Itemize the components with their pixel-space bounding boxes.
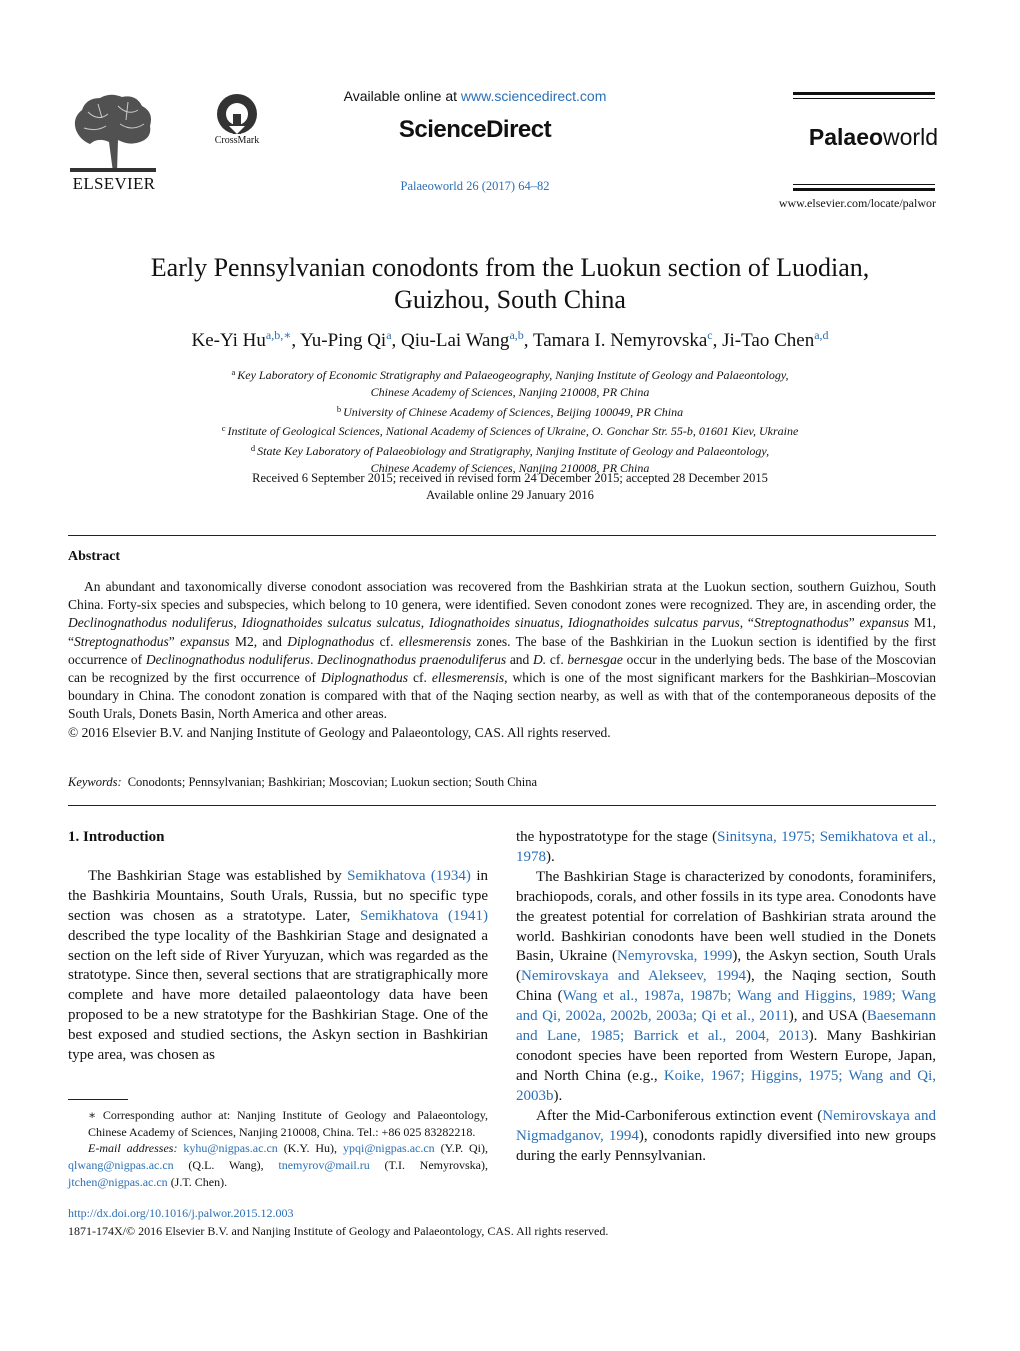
email-addresses bbox=[68, 1140, 488, 1190]
email-owner: (J.T. Chen). bbox=[167, 1174, 228, 1189]
received-dates: Received 6 September 2015; received in revised form 24 December 2015; accepted 28 December 2015 bbox=[252, 471, 768, 485]
publisher-name: ELSEVIER bbox=[72, 174, 156, 193]
elsevier-tree-logo bbox=[68, 92, 158, 174]
author-separator: , bbox=[391, 330, 402, 351]
author-separator: , bbox=[712, 330, 723, 351]
text-run: , bbox=[559, 615, 569, 631]
italic-term: Streptognathodus bbox=[74, 633, 169, 649]
keywords bbox=[68, 775, 537, 790]
citation-link[interactable]: Koike, 1967; Higgins, 1975; Wang and Qi, 2003b bbox=[516, 1067, 937, 1104]
email-owner: (Y.P. Qi), bbox=[434, 1141, 488, 1156]
title-line-2: Guizhou, South China bbox=[394, 285, 626, 314]
author-list bbox=[60, 328, 960, 352]
text-run: ), the Askyn section, South Urals ( bbox=[516, 948, 936, 985]
affiliation-mark: b bbox=[336, 403, 342, 414]
sciencedirect-link[interactable]: www.sciencedirect.com bbox=[460, 88, 607, 104]
text-run: ). Many Bashkirian conodont species have been reported from Western Europe, Japan, and North China (e.g., bbox=[516, 1028, 936, 1084]
affiliation bbox=[60, 364, 960, 384]
text-run: cf. bbox=[407, 670, 432, 686]
italic-term: Idiognathoides sulcatus parvus bbox=[568, 615, 740, 631]
italic-term: Declinognathodus noduliferus bbox=[145, 651, 311, 667]
affiliation-list bbox=[60, 364, 960, 477]
italic-term: Idiognathoides sinuatus bbox=[428, 615, 560, 631]
italic-term: Diplognathodus bbox=[320, 670, 408, 686]
affiliation-text-cont: Chinese Academy of Sciences, Nanjing 210008, PR China bbox=[370, 384, 650, 399]
author-name[interactable]: Tamara I. Nemyrovska bbox=[532, 330, 708, 351]
citation-link[interactable]: Semikhatova (1941) bbox=[360, 907, 488, 924]
author-affiliation-mark[interactable]: a,d bbox=[814, 328, 829, 342]
text-run: After the Mid-Carboniferous extinction event ( bbox=[536, 1107, 823, 1124]
email-link[interactable]: ypqi@nigpas.ac.cn bbox=[342, 1141, 435, 1156]
journal-rule-bottom-thin bbox=[793, 184, 935, 185]
email-owner: (K.Y. Hu), bbox=[277, 1141, 343, 1156]
text-run: The Bashkirian Stage was established by bbox=[88, 867, 348, 884]
citation-link[interactable]: Semikhatova (1934) bbox=[347, 867, 471, 884]
journal-logo-light: world bbox=[883, 124, 938, 150]
text-run: cf. bbox=[374, 633, 399, 649]
author-affiliation-mark[interactable]: a bbox=[386, 328, 392, 342]
text-run: , which is one of the most significant markers for the Bashkirian–Moscovian boundary in China. The conodont zonation is compared with that of the Naqing section nearby, as well as with that of the contemporaneous deposits of the South Urals, Donets Basin, North America and other areas. bbox=[68, 670, 936, 722]
text-run: cf. bbox=[546, 651, 568, 667]
text-run: , bbox=[233, 615, 242, 631]
italic-term: bernesgae bbox=[567, 651, 623, 667]
email-link[interactable]: jtchen@nigpas.ac.cn bbox=[68, 1174, 168, 1189]
italic-term: Declinognathodus noduliferus bbox=[68, 615, 234, 631]
journal-rule-top-thin bbox=[793, 98, 935, 99]
text-run: ). bbox=[553, 1087, 563, 1104]
text-run: ), the Naqing section, South China ( bbox=[516, 968, 936, 1005]
email-link[interactable]: qlwang@nigpas.ac.cn bbox=[68, 1158, 174, 1173]
text-run: M1, “ bbox=[68, 615, 937, 649]
citation-link[interactable]: Nemyrovska, 1999 bbox=[617, 948, 733, 965]
sciencedirect-logo[interactable]: ScienceDirect bbox=[398, 116, 552, 143]
italic-term: ellesmerensis bbox=[398, 633, 472, 649]
footer-copyright: 1871-174X/© 2016 Elsevier B.V. and Nanjing Institute of Geology and Palaeontology, CAS. All rights reserved. bbox=[68, 1224, 609, 1238]
footnotes bbox=[68, 1107, 488, 1191]
title-line-1: Early Pennsylvanian conodonts from the Luokun section of Luodian, bbox=[150, 253, 870, 282]
affiliation-mark: d bbox=[250, 443, 256, 454]
italic-term: ellesmerensis bbox=[431, 670, 505, 686]
italic-term: Streptognathodus bbox=[753, 615, 849, 631]
affiliation-text: Institute of Geological Sciences, National Academy of Sciences of Ukraine, O. Gonchar Str. 55-b, 01601 Kiev, Ukraine bbox=[227, 424, 799, 439]
text-run: ). bbox=[546, 848, 555, 865]
footnote-rule bbox=[68, 1099, 128, 1100]
keywords-text: Conodonts; Pennsylvanian; Bashkirian; Moscovian; Luokun section; South China bbox=[127, 775, 538, 789]
text-run: , bbox=[420, 615, 429, 631]
corresponding-text: Corresponding author at: Nanjing Institute of Geology and Palaeontology, Chinese Academy of Sciences, Nanjing 210008, China. Tel.: +86 025 83282218. bbox=[88, 1108, 488, 1139]
author-affiliation-mark[interactable]: a,b bbox=[509, 328, 524, 342]
text-run: , “ bbox=[739, 615, 754, 631]
author-name[interactable]: Yu-Ping Qi bbox=[300, 330, 387, 351]
affiliation-mark: c bbox=[221, 423, 226, 434]
left-column bbox=[68, 828, 488, 1066]
author-affiliation-mark[interactable]: a,b,∗ bbox=[265, 328, 292, 342]
article-title bbox=[60, 252, 960, 316]
email-owner: (Q.L. Wang), bbox=[173, 1158, 279, 1173]
affiliation-text-cont: Chinese Academy of Sciences, Nanjing 210008, PR China bbox=[370, 460, 650, 475]
right-column bbox=[516, 828, 936, 1166]
available-online bbox=[300, 88, 650, 104]
corresponding-author-note bbox=[68, 1107, 488, 1140]
journal-reference[interactable]: Palaeoworld 26 (2017) 64–82 bbox=[400, 179, 550, 193]
author-separator: , bbox=[523, 330, 533, 351]
citation-link[interactable]: Nemirovskaya and Alekseev, 1994 bbox=[521, 968, 747, 985]
keywords-label: Keywords: bbox=[68, 775, 122, 789]
italic-term: expansus bbox=[180, 633, 230, 649]
author-separator: , bbox=[291, 330, 301, 351]
email-link[interactable]: kyhu@nigpas.ac.cn bbox=[183, 1141, 278, 1156]
citation-link[interactable]: Baesemann and Lane, 1985; Barrick et al., 2004, 2013 bbox=[516, 1008, 937, 1045]
text-run: The Bashkirian Stage is characterized by conodonts, foraminifers, brachiopods, corals, and other fossils in its type area. Conodonts have the greatest potential for correlation of Bashkirian strata around the world. Bashkirian conodonts have been well studied in the Donets Basin, Ukraine ( bbox=[516, 868, 936, 965]
intro-paragraph-2 bbox=[516, 868, 936, 1107]
journal-url[interactable]: www.elsevier.com/locate/palwor bbox=[778, 196, 936, 210]
abstract-rule-top bbox=[68, 535, 936, 536]
abstract-heading: Abstract bbox=[68, 549, 121, 564]
text-run: occur in the underlying beds. The base of the Moscovian can be recognized by the first occurrence of bbox=[68, 651, 936, 686]
author-name[interactable]: Ji-Tao Chen bbox=[722, 330, 815, 351]
intro-paragraph-1-cont bbox=[516, 828, 936, 868]
journal-logo bbox=[790, 124, 938, 151]
email-link[interactable]: tnemyrov@mail.ru bbox=[278, 1158, 370, 1173]
italic-term: Diplognathodus bbox=[287, 633, 375, 649]
keywords-rule bbox=[68, 805, 936, 806]
section-heading-introduction: 1. Introduction bbox=[68, 829, 165, 845]
affiliation-text: University of Chinese Academy of Sciences, Beijing 100049, PR China bbox=[343, 404, 684, 419]
email-label: E-mail addresses: bbox=[88, 1141, 184, 1156]
text-run: in the Bashkiria Mountains, South Urals, Russia, but no specific type section was chosen as a stratotype. Later, bbox=[68, 867, 488, 924]
abstract-text bbox=[68, 578, 936, 724]
italic-term: expansus bbox=[859, 615, 910, 631]
text-run: ” bbox=[848, 615, 860, 631]
author-affiliation-mark[interactable]: c bbox=[707, 328, 713, 342]
author-name[interactable]: Ke-Yi Hu bbox=[191, 330, 266, 351]
email-owner: (T.I. Nemyrovska), bbox=[369, 1158, 488, 1173]
italic-term: D. bbox=[533, 651, 547, 667]
text-run: An abundant and taxonomically diverse conodont association was recovered from the Bashkirian strata at the Luokun section, southern Guizhou, South China. Forty-six species and subspecies, which belong to 10 genera, were identified. Seven conodont zones were recognized. They are, in ascending order, the bbox=[68, 579, 936, 613]
affiliation-text: Key Laboratory of Economic Stratigraphy and Palaeogeography, Nanjing Institute of Geology and Palaeontology, bbox=[237, 368, 789, 382]
affiliation bbox=[60, 420, 960, 440]
available-prefix: Available online at bbox=[343, 88, 461, 104]
text-run: the hypostratotype for the stage ( bbox=[516, 829, 718, 845]
online-date: Available online 29 January 2016 bbox=[426, 487, 594, 502]
text-run: and bbox=[506, 651, 534, 667]
intro-paragraph-3 bbox=[516, 1107, 936, 1167]
abstract-copyright: © 2016 Elsevier B.V. and Nanjing Institute of Geology and Palaeontology, CAS. All rights reserved. bbox=[68, 724, 611, 740]
abstract-body bbox=[68, 578, 936, 742]
text-run: ” bbox=[168, 633, 181, 649]
affiliation bbox=[60, 401, 960, 421]
affiliation-mark: a bbox=[231, 367, 236, 377]
text-run: described the type locality of the Bashkirian Stage and designated a section on the left side of River Yuryuzan, which was regarded as the stratotype. Since then, several sections that are stratigraphically more complete and have more detailed palaeontology data have been proposed to be a new stratotype for the Bashkirian Stage. One of the best exposed and studied sections, the Askyn section in Bashkirian type area, was chosen as bbox=[68, 927, 488, 1064]
text-run: ), and USA ( bbox=[788, 1008, 867, 1025]
article-dates bbox=[60, 470, 960, 503]
citation-link[interactable]: Sinitsyna, 1975; Semikhatova et al., 1978 bbox=[516, 829, 936, 865]
citation-link[interactable]: Nemirovskaya and Nigmadganov, 1994 bbox=[516, 1107, 936, 1144]
text-run: ), conodonts rapidly diversified into new groups during the early Pennsylvanian. bbox=[516, 1127, 936, 1164]
italic-term: Idiognathoides sulcatus sulcatus bbox=[241, 615, 421, 631]
author-name[interactable]: Qiu-Lai Wang bbox=[401, 330, 510, 351]
italic-term: Declinognathodus praenoduliferus bbox=[317, 651, 507, 667]
crossmark-label: CrossMark bbox=[214, 135, 260, 146]
journal-logo-bold: Palaeo bbox=[808, 124, 884, 150]
affiliation-text: State Key Laboratory of Palaeobiology and Stratigraphy, Nanjing Institute of Geology and Palaeontology, bbox=[257, 444, 770, 459]
affiliation bbox=[60, 440, 960, 460]
footnote-mark: ∗ bbox=[88, 1108, 97, 1122]
journal-rule-top bbox=[793, 92, 935, 95]
intro-paragraph-1 bbox=[68, 867, 488, 1066]
citation-link[interactable]: Wang et al., 1987a, 1987b; Wang and Higgins, 1989; Wang and Qi, 2002a, 2002b, 2003a; Qi et al., 2011 bbox=[516, 988, 937, 1025]
journal-rule-bottom bbox=[793, 188, 935, 191]
text-run: M2, and bbox=[229, 633, 288, 649]
text-run: zones. The base of the Bashkirian in the Luokun section is identified by the first occurrence of bbox=[68, 633, 936, 667]
text-run: . bbox=[310, 651, 318, 667]
doi-link[interactable]: http://dx.doi.org/10.1016/j.palwor.2015.12.003 bbox=[68, 1206, 294, 1220]
